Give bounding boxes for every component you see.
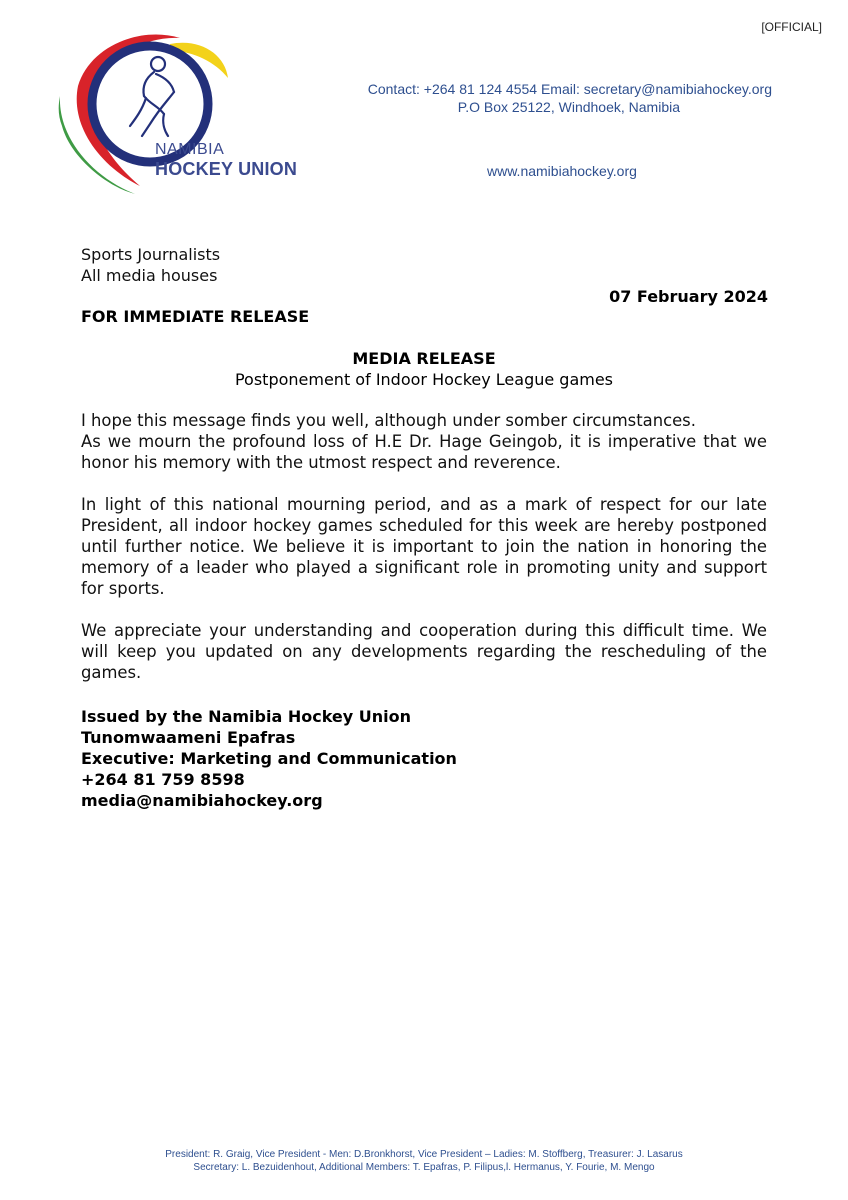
address-line: P.O Box 25122, Windhoek, Namibia — [457, 99, 680, 115]
signatory-phone: +264 81 759 8598 — [81, 770, 245, 789]
footer-line2: Secretary: L. Bezuidenhout, Additional Members: T. Epafras, P. Filipus,l. Hermanus, Y. Fourie, M. Mengo — [193, 1162, 655, 1173]
document-title: MEDIA RELEASE — [352, 349, 496, 368]
logo-line2: HOCKEY UNION — [155, 159, 298, 179]
signatory-name: Tunomwaameni Epafras — [81, 728, 296, 747]
document-heading — [81, 348, 767, 390]
contact-block — [340, 80, 772, 116]
paragraph-1: I hope this message finds you well, although under somber circumstances. As we mourn the profound loss of H.E Dr. Hage Geingob, it is imperative that we honor his memory with the utmost respect and reverence. — [81, 411, 767, 472]
footer — [0, 1148, 848, 1174]
recipients — [81, 244, 220, 286]
footer-line1: President: R. Graig, Vice President - Men: D.Bronkhorst, Vice President – Ladies: M. Stoffberg, Treasurer: J. Lasarus — [165, 1149, 683, 1160]
hockey-player-icon — [130, 57, 174, 136]
release-date: 07 February 2024 — [609, 287, 768, 306]
issued-by: Issued by the Namibia Hockey Union — [81, 707, 412, 726]
signature-block — [81, 706, 457, 811]
recipient-line: Sports Journalists — [81, 245, 221, 264]
document-subtitle: Postponement of Indoor Hockey League games — [234, 370, 614, 389]
logo-line1: NAMIBIA — [155, 141, 225, 158]
website-link[interactable]: www.namibiahockey.org — [487, 163, 637, 179]
classification-label: [OFFICIAL] — [761, 20, 822, 34]
signatory-email[interactable]: media@namibiahockey.org — [81, 791, 323, 810]
logo-wordmark — [155, 142, 297, 178]
paragraph-2: In light of this national mourning period, and as a mark of respect for our late President, all indoor hockey games scheduled for this week are hereby postponed until further notice. We believe it is important to join the nation in honoring the memory of a leader who played a significant role in promoting unity and support for sports. — [81, 495, 767, 598]
paragraph-3: We appreciate your understanding and cooperation during this difficult time. We will keep you updated on any developments regarding the rescheduling of the games. — [81, 621, 767, 682]
recipient-line: All media houses — [81, 266, 218, 285]
body-text — [81, 410, 767, 704]
signatory-role: Executive: Marketing and Communication — [81, 749, 457, 768]
contact-line: Contact: +264 81 124 4554 Email: secretary@namibiahockey.org — [367, 81, 772, 97]
release-label: FOR IMMEDIATE RELEASE — [81, 307, 310, 326]
